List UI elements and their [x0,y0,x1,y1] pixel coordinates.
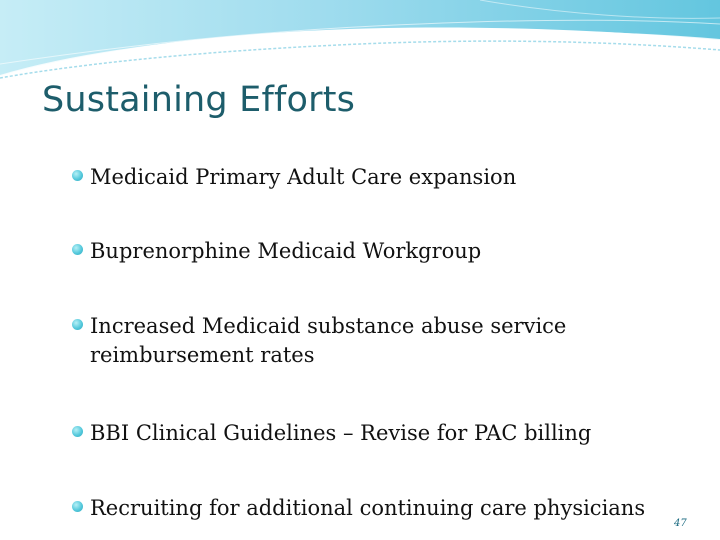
bullet-item [72,163,702,192]
bullet-text: Medicaid Primary Adult Care expansion [90,165,517,189]
round-bullet-icon [72,170,83,181]
slide-title: Sustaining Efforts [42,80,356,120]
bullet-text: Recruiting for additional continuing care physicians [90,496,646,520]
bullet-item [72,237,702,266]
bullet-text: Buprenorphine Medicaid Workgroup [90,239,482,263]
round-bullet-icon [72,319,83,330]
round-bullet-icon [72,244,83,255]
bullet-item [72,494,702,523]
bullet-item [72,419,702,448]
round-bullet-icon [72,501,83,512]
bullet-text: Increased Medicaid substance abuse service reimbursement rates [90,314,567,367]
round-bullet-icon [72,426,83,437]
page-number: 47 [674,518,687,529]
bullet-text: BBI Clinical Guidelines – Revise for PAC billing [90,421,592,445]
bullet-item [72,312,702,370]
